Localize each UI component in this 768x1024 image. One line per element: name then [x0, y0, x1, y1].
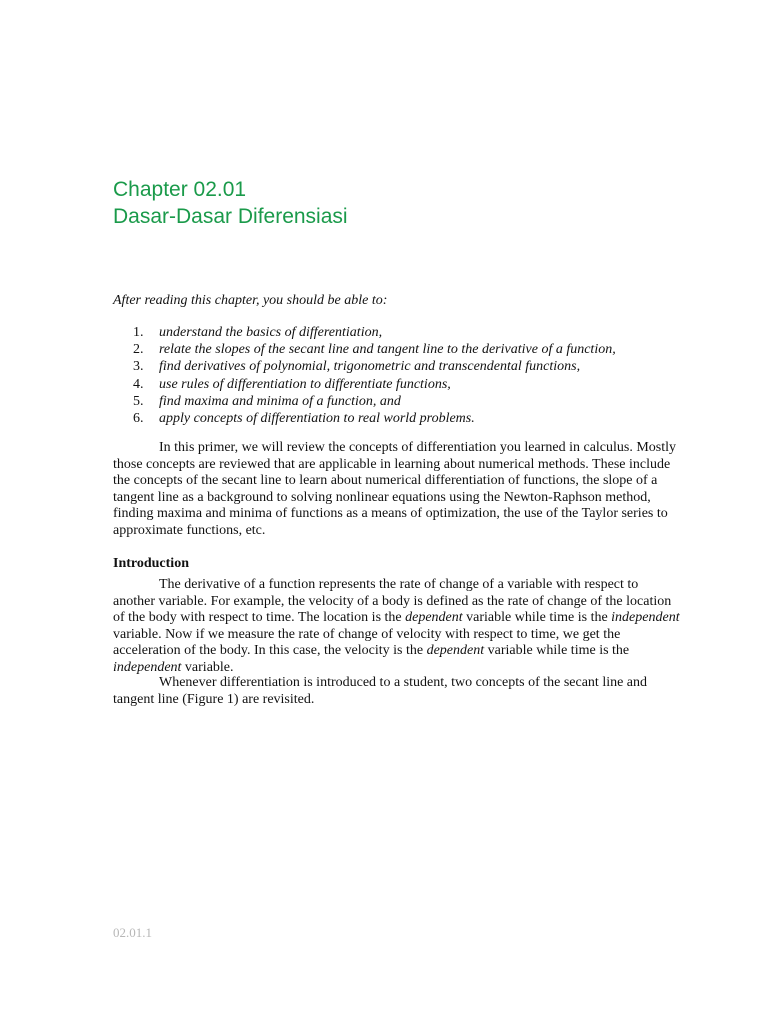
- emphasis-dependent: dependent: [426, 643, 485, 659]
- objective-item: [113, 341, 616, 358]
- chapter-name: Dasar-Dasar Diferensiasi: [113, 205, 348, 228]
- introduction-paragraph: The derivative of a function represents the rate of change of a variable with respect to another variable. For example, the velocity of a body is defined as the rate of change of the location of the body with respect to time. The location is the dependent variable while time is the independent variable. Now if we measure the rate of change of velocity with respect to time, we get the acceleration of the body. In this case, the velocity is the dependent variable while time is the independent variable.: [113, 577, 680, 675]
- primer-paragraph: [113, 440, 683, 540]
- objective-text: use rules of differentiation to differentiate functions,: [159, 376, 451, 392]
- page-number: 02.01.1: [113, 925, 152, 940]
- objective-number: 3.: [133, 359, 144, 375]
- objective-text: find maxima and minima of a function, and: [159, 393, 401, 409]
- chapter-number: Chapter 02.01: [113, 178, 247, 201]
- chapter-title: [113, 176, 348, 230]
- objective-number: 1.: [133, 325, 144, 340]
- emphasis-independent: independent: [611, 610, 680, 626]
- objective-item: [113, 376, 616, 393]
- objective-number: 2.: [133, 342, 144, 358]
- objective-number: 4.: [133, 376, 144, 392]
- objective-number: 5.: [133, 393, 144, 409]
- emphasis-independent: independent: [113, 659, 182, 675]
- secant-tangent-paragraph: Whenever differentiation is introduced to a student, two concepts of the secant line and tangent line (Figure 1) are revisited.: [113, 675, 648, 707]
- objective-item: [113, 410, 616, 427]
- objective-text: relate the slopes of the secant line and tangent line to the derivative of a function,: [159, 342, 616, 358]
- objectives-intro: After reading this chapter, you should be able to:: [113, 293, 388, 308]
- objective-item: [113, 358, 616, 375]
- objective-text: apply concepts of differentiation to real world problems.: [159, 411, 475, 427]
- objectives-list: [113, 324, 616, 427]
- introduction-heading: Introduction: [113, 556, 189, 571]
- objective-item: [113, 393, 616, 410]
- objective-item: [113, 324, 616, 341]
- emphasis-dependent: dependent: [405, 610, 463, 626]
- objective-number: 6.: [133, 411, 144, 427]
- objective-text: understand the basics of differentiation,: [159, 325, 383, 340]
- primer-text: In this primer, we will review the concepts of differentiation you learned in calculus. Mostly those concepts are reviewed that are applicable in learning about numerical methods. These include the concepts of the secant line to learn about numerical differentiation of functions, the slope of a tangent line as a background to solving nonlinear equations using the Newton-Raphson method, finding maxima and minima of functions as a means of optimization, the use of the Taylor series to approximate functions, etc.: [113, 440, 677, 538]
- objective-text: find derivatives of polynomial, trigonometric and transcendental functions,: [159, 359, 581, 375]
